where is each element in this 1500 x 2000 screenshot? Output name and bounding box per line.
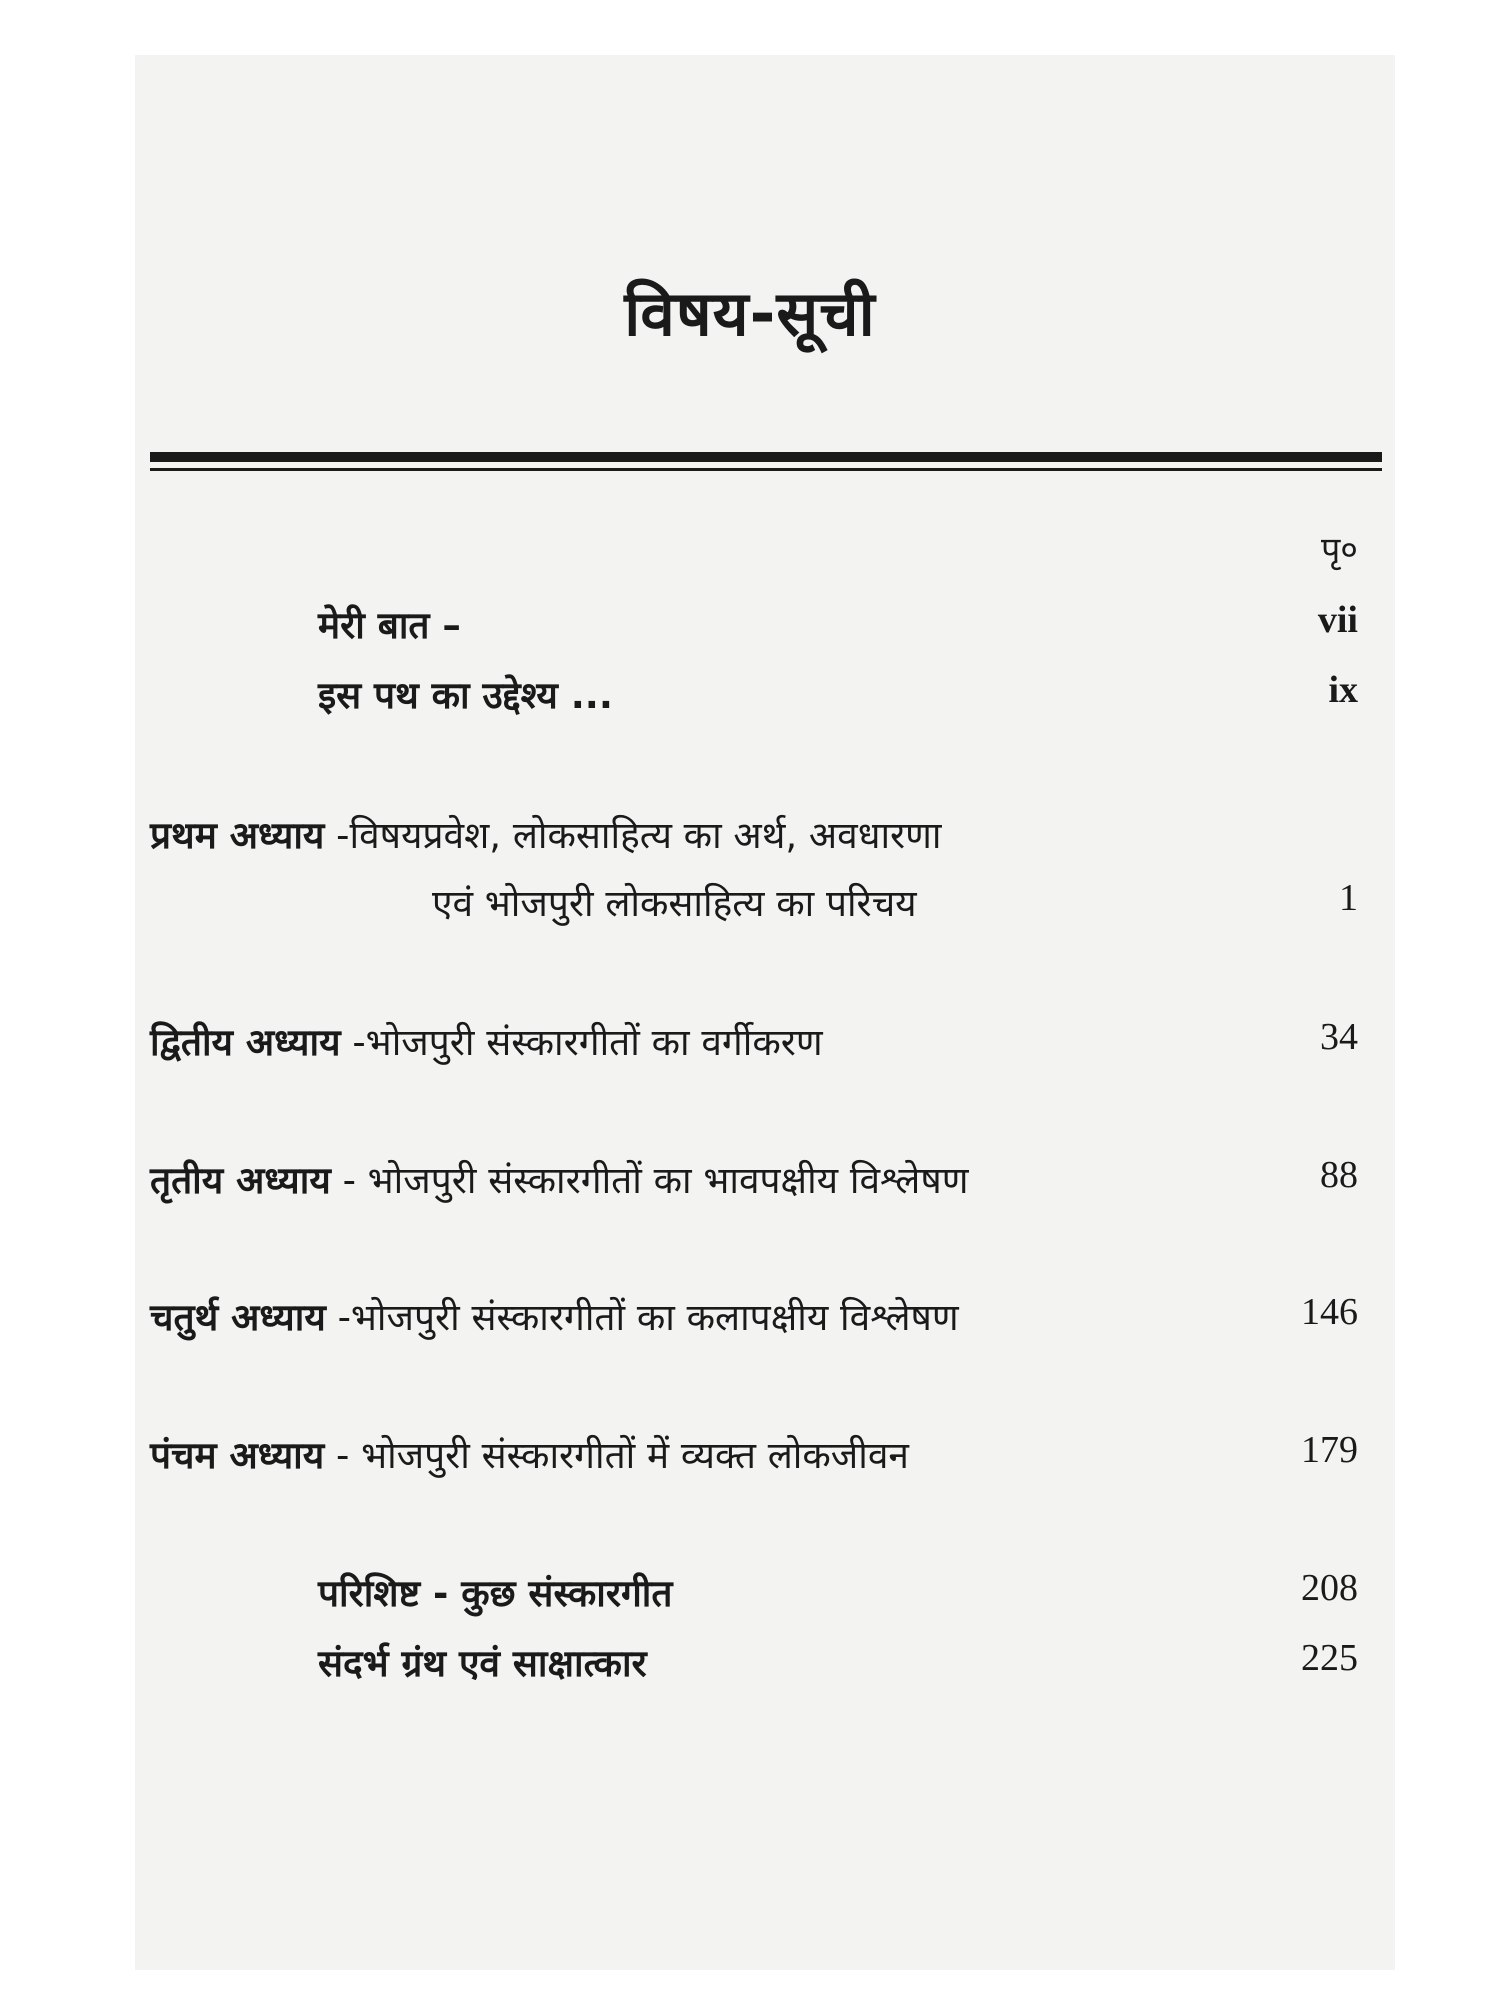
- toc-entry-page: 225: [1301, 1637, 1358, 1679]
- chapter-entry: [150, 1290, 959, 1341]
- chapter-title: -भोजपुरी संस्कारगीतों का कलापक्षीय विश्लेषण: [337, 1296, 959, 1339]
- chapter-entry: [150, 1015, 823, 1066]
- toc-entry-page: ix: [1328, 669, 1358, 711]
- chapter-page: 88: [1320, 1154, 1358, 1196]
- chapter-title: -भोजपुरी संस्कारगीतों का वर्गीकरण: [352, 1021, 823, 1064]
- title-rule-thin: [150, 468, 1382, 471]
- page-column-header: पृ०: [1321, 530, 1358, 570]
- chapter-title: -विषयप्रवेश, लोकसाहित्य का अर्थ, अवधारणा: [336, 814, 942, 857]
- toc-entry-page: vii: [1317, 599, 1358, 641]
- chapter-heading: तृतीय अध्याय: [150, 1159, 331, 1202]
- chapter-title: - भोजपुरी संस्कारगीतों में व्यक्त लोकजीवन: [335, 1434, 909, 1477]
- title-rule-thick: [150, 452, 1382, 462]
- chapter-heading: द्वितीय अध्याय: [150, 1021, 341, 1064]
- chapter-entry: [150, 1153, 969, 1204]
- toc-entry-label: परिशिष्ट - कुछ संस्कारगीत: [318, 1572, 673, 1615]
- page-title: विषय-सूची: [624, 277, 876, 350]
- chapter-heading: प्रथम अध्याय: [150, 814, 325, 857]
- chapter-title-continued: एवं भोजपुरी लोकसाहित्य का परिचय: [432, 882, 917, 925]
- chapter-entry: [150, 808, 942, 859]
- chapter-page: 146: [1301, 1291, 1358, 1333]
- toc-entry-label: संदर्भ ग्रंथ एवं साक्षात्कार: [318, 1642, 647, 1685]
- chapter-heading: चतुर्थ अध्याय: [150, 1296, 326, 1339]
- chapter-page: 1: [1339, 877, 1358, 919]
- toc-entry-label: मेरी बात –: [318, 604, 461, 647]
- toc-entry-label: इस पथ का उद्देश्य ...: [318, 674, 613, 717]
- chapter-entry: [150, 1428, 909, 1479]
- toc-entry-page: 208: [1301, 1567, 1358, 1609]
- chapter-page: 34: [1320, 1016, 1358, 1058]
- chapter-title: - भोजपुरी संस्कारगीतों का भावपक्षीय विश्लेषण: [342, 1159, 969, 1202]
- chapter-page: 179: [1301, 1429, 1358, 1471]
- chapter-heading: पंचम अध्याय: [150, 1434, 325, 1477]
